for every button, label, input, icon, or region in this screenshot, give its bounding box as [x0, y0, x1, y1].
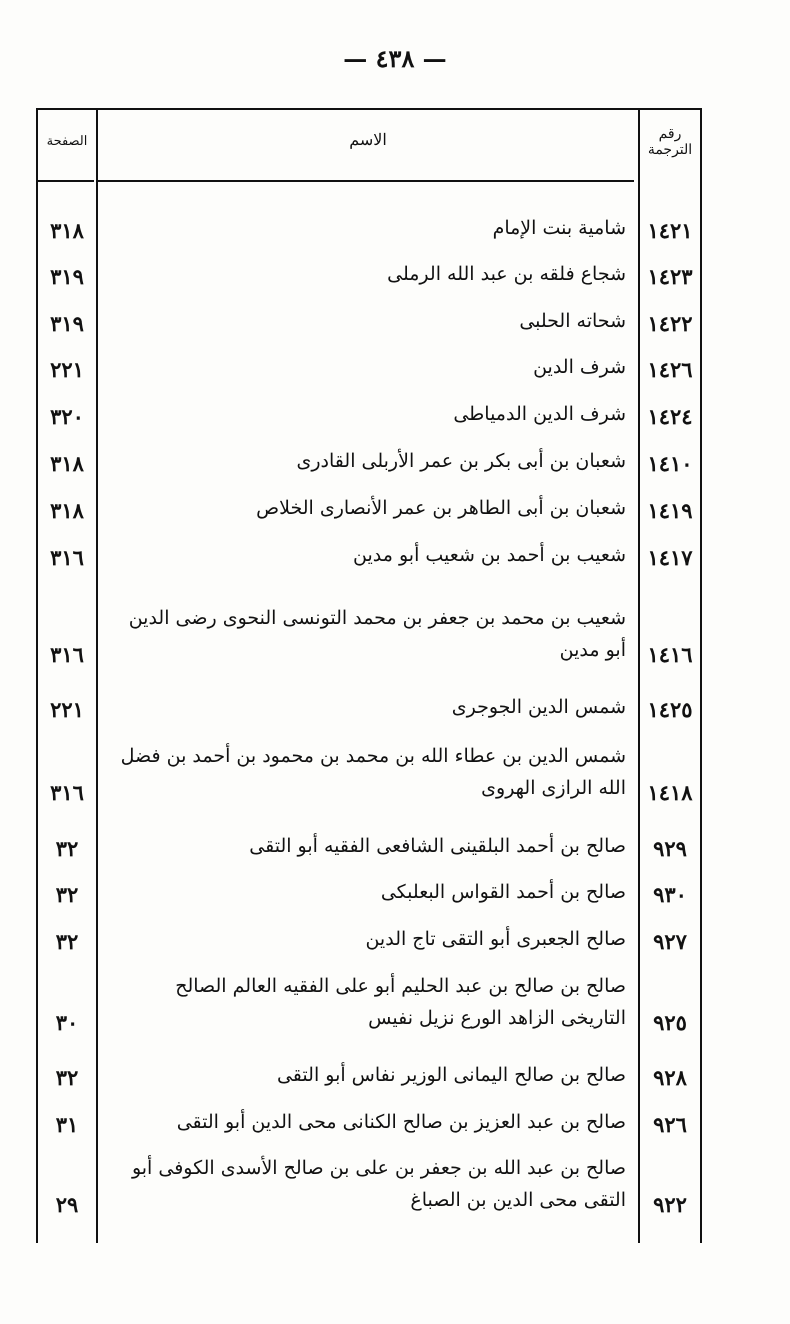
entry-page: ٢٢١ [50, 357, 84, 382]
header-rule-page [38, 180, 94, 182]
entry-page: ٣٢ [55, 929, 79, 954]
entry-page: ٣١٦ [50, 780, 84, 805]
entry-number: ٩٢٨ [653, 1065, 687, 1090]
entry-name: شعيب بن أحمد بن شعيب أبو مدين [353, 544, 626, 566]
entry-number: ١٤٢١ [647, 218, 693, 243]
entry-name: شعبان بن أبى الطاهر بن عمر الأنصارى الخلاص [256, 497, 626, 519]
table-top-border [36, 108, 702, 110]
entry-number: ١٤٢٥ [647, 697, 693, 722]
entry-number: ١٤١٦ [647, 642, 693, 667]
entry-number: ١٤١٧ [647, 545, 693, 570]
page-number: — ٤٣٨ — [343, 44, 447, 73]
table-border-right [700, 108, 702, 1243]
entry-name: شامية بنت الإمام [492, 217, 626, 239]
entry-name: صالح بن أحمد البلقينى الشافعى الفقيه أبو التقى [249, 835, 626, 857]
entry-page: ٣٠ [55, 1010, 79, 1035]
entry-number: ٩٢٦ [653, 1112, 687, 1137]
entry-page: ٣٢ [55, 836, 79, 861]
entry-page: ٣١ [55, 1112, 79, 1137]
entry-page: ٣١٦ [50, 642, 84, 667]
index-table [36, 108, 702, 1243]
column-divider-page [96, 108, 98, 1243]
entry-name: شرف الدين الدمياطى [453, 403, 626, 425]
header-name: الاسم [349, 130, 387, 149]
entry-number: ٩٣٠ [653, 882, 687, 907]
entry-number: ١٤٢٦ [647, 357, 693, 382]
entry-name: صالح بن عبد الله بن جعفر بن على بن صالح الأسدى الكوفى أبو التقى محى الدين بن الصباغ [131, 1157, 626, 1211]
entry-name: شمس الدين الجوجرى [451, 696, 626, 718]
entry-name: شجاع فلقه بن عبد الله الرملى [387, 263, 626, 285]
entry-page: ٣٢٠ [50, 404, 84, 429]
entry-name: شرف الدين [533, 356, 626, 378]
entry-name: شمس الدين بن عطاء الله بن محمد بن محمود بن أحمد بن فضل الله الرازى الهروى [120, 745, 626, 799]
entry-page: ٣٢ [55, 1065, 79, 1090]
header-page: الصفحة [46, 134, 88, 149]
entry-name: صالح بن صالح بن عبد الحليم أبو على الفقيه العالم الصالح التاريخى الزاهد الورع نزيل نفيس [175, 975, 626, 1029]
header-number: رقم الترجمة [647, 126, 693, 158]
entry-page: ٣١٩ [50, 311, 84, 336]
entry-page: ٣١٨ [50, 218, 84, 243]
entry-page: ٣٢ [55, 882, 79, 907]
entry-number: ١٤٢٤ [647, 404, 693, 429]
entry-number: ١٤١٩ [647, 498, 693, 523]
entry-page: ٢٩ [55, 1192, 79, 1217]
entry-page: ٣١٨ [50, 451, 84, 476]
entry-page: ٢٢١ [50, 697, 84, 722]
entry-number: ٩٢٢ [653, 1192, 687, 1217]
entry-name: صالح بن أحمد القواس البعلبكى [380, 881, 626, 903]
entry-number: ٩٢٥ [653, 1010, 687, 1035]
entry-number: ١٤١٨ [647, 780, 693, 805]
entry-number: ١٤٢٢ [647, 311, 693, 336]
entry-name: صالح بن عبد العزيز بن صالح الكنانى محى الدين أبو التقى [176, 1111, 626, 1133]
entry-name: شحاته الحلبى [519, 310, 626, 332]
entry-name: صالح الجعبرى أبو التقى تاج الدين [365, 928, 626, 950]
entry-number: ١٤١٠ [647, 451, 693, 476]
entry-page: ٣١٩ [50, 264, 84, 289]
entry-number: ١٤٢٣ [647, 264, 693, 289]
entry-name: صالح بن صالح اليمانى الوزير نفاس أبو التقى [276, 1064, 626, 1086]
header-rule [98, 180, 634, 182]
entry-name: شعيب بن محمد بن جعفر بن محمد التونسى النحوى رضى الدين أبو مدين [128, 607, 626, 661]
entry-page: ٣١٨ [50, 498, 84, 523]
entry-number: ٩٢٧ [653, 929, 687, 954]
entry-page: ٣١٦ [50, 545, 84, 570]
entry-name: شعبان بن أبى بكر بن عمر الأربلى القادرى [296, 450, 626, 472]
entry-number: ٩٢٩ [653, 836, 687, 861]
